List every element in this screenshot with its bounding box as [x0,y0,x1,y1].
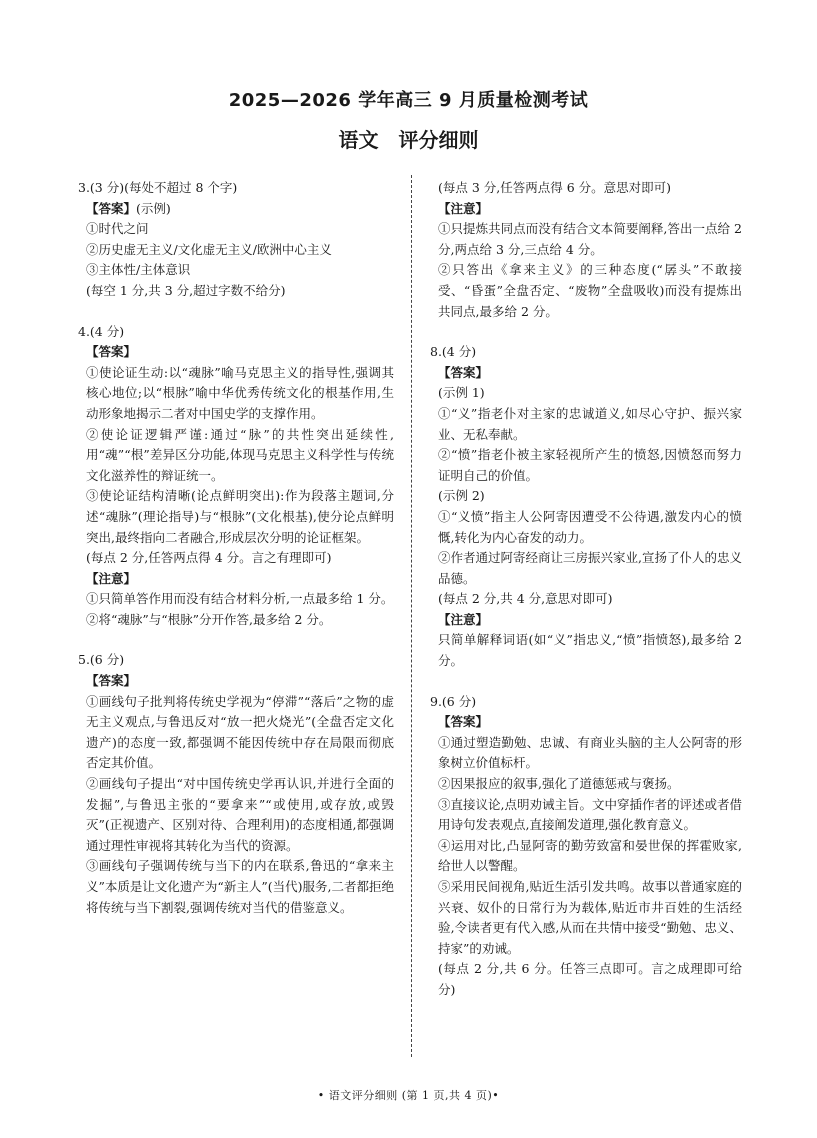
example-label: (示例 1) [438,385,485,401]
question-9 [430,692,742,1001]
left-column [78,178,394,918]
question-9-heading: 9.(6 分) [430,693,477,709]
question-5-heading: 5.(6 分) [78,652,125,668]
answer-tag: 【答案】(示例) [86,200,171,216]
note-item: ①只简单答作用而没有结合材料分析,一点最多给 1 分。 [86,591,394,607]
example-label: (示例 2) [438,488,485,504]
question-8 [430,342,742,672]
answer-item: ⑤采用民间视角,贴近生活引发共鸣。故事以普通家庭的兴衰、奴仆的日常行为为载体,贴近市井百姓的生活经验,令读者更有代入感,从而在共情中接受“勤勉、忠义、持家”的劝诫。 [438,879,742,956]
exam-title: 2025—2026 学年高三 9 月质量检测考试 [228,90,589,111]
note-item: 只简单解释词语(如“义”指忠义,“愤”指愤怒),最多给 2 分。 [438,632,742,669]
scoring-rule: (每点 2 分,共 4 分,意思对即可) [438,591,613,607]
answer-item: ①“义愤”指主人公阿寄因遭受不公待遇,激发内心的愤慨,转化为内心奋发的动力。 [438,508,742,545]
answer-item: ③使论证结构清晰(论点鲜明突出):作为段落主题词,分述“魂脉”(理论指导)与“根脉”(文化根基),使分论点鲜明突出,最终指向二者融合,形成层次分明的论证框架。 [86,488,394,545]
question-4 [78,322,394,631]
answer-item: ①画线句子批判将传统史学视为“停滞”“落后”之物的虚无主义观点,与鲁迅反对“放一把火烧光”(全盘否定文化遗产)的态度一致,都强调不能因传统中存在局限而彻底否定其价值。 [86,693,394,771]
question-5 [78,650,394,918]
answer-item: ②因果报应的叙事,强化了道德惩戒与褒扬。 [438,776,680,792]
answer-item: ②历史虚无主义/文化虚无主义/欧洲中心主义 [86,241,332,257]
scoring-rule: (每点 2 分,共 6 分。任答三点即可。言之成理即可给分) [438,961,742,997]
right-column [430,178,742,1001]
note-tag: 【注意】 [438,200,489,216]
answer-example-note: (示例) [136,200,171,216]
answer-item: ②画线句子提出“对中国传统史学再认识,并进行全面的发掘”,与鲁迅主张的“要拿来”“或使用,或存放,或毁灭”(正视遗产、区别对待、合理利用)的态度相通,都强调通过理性审视将其转化为当代的资源。 [86,776,394,853]
answer-item: ①“义”指老仆对主家的忠诚道义,如尽心守护、振兴家业、无私奉献。 [438,405,742,442]
answer-item: ③主体性/主体意识 [86,262,191,278]
note-tag: 【注意】 [86,570,137,586]
answer-item: ①使论证生动:以“魂脉”喻马克思主义的指导性,强调其核心地位;以“根脉”喻中华优秀传统文化的根基作用,生动形象地揭示二者对中国史学的支撑作用。 [86,364,394,421]
exam-subtitle: 语文 评分细则 [338,128,479,152]
answer-item: ②作者通过阿寄经商让三房振兴家业,宣扬了仆人的忠义品德。 [438,550,742,586]
answer-item: ③直接议论,点明劝诫主旨。文中穿插作者的评述或者借用诗句发表观点,直接阐发道理,强化教育意义。 [438,796,742,833]
answer-item: ①时代之问 [86,221,149,237]
note-tag: 【注意】 [438,611,489,627]
question-4-heading: 4.(4 分) [78,323,125,339]
answer-item: ③画线句子强调传统与当下的内在联系,鲁迅的“拿来主义”本质是让文化遗产为“新主人”(当代)服务,二者都拒绝将传统与当下割裂,强调传统对当代的借鉴意义。 [86,858,394,915]
scoring-rule: (每点 3 分,任答两点得 6 分。意思对即可) [438,180,672,195]
question-8-heading: 8.(4 分) [430,344,477,360]
question-3-heading: 3.(3 分)(每处不超过 8 个字) [78,180,238,195]
scoring-rule: (每空 1 分,共 3 分,超过字数不给分) [86,282,286,298]
answer-tag: 【答案】 [86,673,137,689]
page-footer: • 语文评分细则 (第 1 页,共 4 页)• [317,1089,500,1102]
answer-tag: 【答案】 [86,344,137,360]
note-item: ②只答出《拿来主义》的三种态度(“孱头”不敢接受、“昏蛋”全盘否定、“废物”全盘吸收)而没有提炼出共同点,最多给 2 分。 [438,262,742,319]
answer-tag: 【答案】 [438,714,489,730]
answer-item: ②使论证逻辑严谨:通过“脉”的共性突出延续性,用“魂”“根”差异区分功能,体现马克思主义科学性与传统文化滋养性的辩证统一。 [86,426,394,483]
note-item: ②将“魂脉”与“根脉”分开作答,最多给 2 分。 [86,611,332,627]
question-3 [78,178,394,302]
column-divider [411,175,412,1057]
answer-tag: 【答案】 [438,364,489,380]
question-5-continued [430,178,742,322]
note-item: ①只提炼共同点而没有结合文本简要阐释,答出一点给 2 分,两点给 3 分,三点给 4 分。 [438,221,742,257]
answer-item: ④运用对比,凸显阿寄的勤劳致富和晏世保的挥霍败家,给世人以警醒。 [438,837,742,874]
answer-item: ①通过塑造勤勉、忠诚、有商业头脑的主人公阿寄的形象树立价值标杆。 [438,734,742,771]
answer-item: ②“愤”指老仆被主家轻视所产生的愤怒,因愤怒而努力证明自己的价值。 [438,447,742,483]
scoring-rule: (每点 2 分,任答两点得 4 分。言之有理即可) [86,550,332,566]
